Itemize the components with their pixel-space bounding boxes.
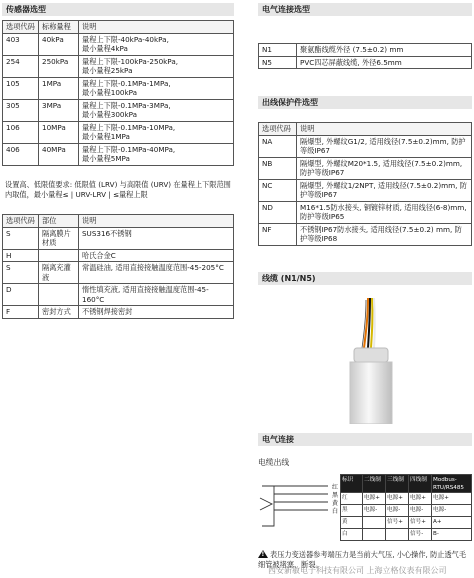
sensor-row — [3, 78, 234, 100]
material-cell: D — [3, 284, 39, 305]
sensor-header-cell: 说明 — [79, 21, 234, 33]
wiring-header-cell: 三线制 — [386, 475, 409, 492]
electrical-row — [259, 44, 472, 57]
material-header-cell: 部位 — [39, 215, 79, 227]
material-cell: 哈氏合金C — [79, 250, 234, 262]
cable-jacket — [350, 362, 392, 424]
electrical-section-title: 电气连接选型 — [258, 3, 472, 16]
wiring-header-cell: 标识 — [341, 475, 363, 492]
wiring-cell: 电源+ — [432, 493, 472, 504]
wiring-row — [341, 517, 472, 529]
material-cell — [39, 284, 79, 305]
wire-label-red: 红 — [332, 484, 339, 491]
material-header-row — [3, 215, 234, 228]
material-header-cell: 选项代码 — [3, 215, 39, 227]
material-cell: 惰性填充液, 适用直接接触温度范围-45-160°C — [79, 284, 234, 305]
sensor-cell: 105 — [3, 78, 39, 99]
sensor-header-cell: 选项代码 — [3, 21, 39, 33]
electrical-cell: N5 — [259, 57, 297, 69]
outlet-row — [259, 180, 472, 202]
outlet-cell: 隔爆型, 外螺纹1/2NPT, 适用线径(7.5±0.2)mm, 防护等级IP67 — [297, 180, 472, 201]
material-cell: H — [3, 250, 39, 262]
outlet-cell: ND — [259, 202, 297, 223]
outlet-header-cell: 说明 — [297, 123, 472, 135]
outlet-cell: NF — [259, 224, 297, 245]
outlet-cell: M16*1.5防水接头, 铜镀锌材质, 适用线径(6-8)mm, 防护等级IP65 — [297, 202, 472, 223]
wiring-cell: 电源+ — [409, 493, 432, 504]
sensor-cell: 403 — [3, 34, 39, 55]
electrical-row — [259, 57, 472, 70]
sensor-row — [3, 34, 234, 56]
outlet-cell: 隔爆型, 外螺纹M20*1.5, 适用线径(7.5±0.2)mm, 防护等级IP67 — [297, 158, 472, 179]
sensor-cell: 1MPa — [39, 78, 79, 99]
wiring-cell: 电源- — [363, 505, 386, 516]
material-cell: 隔离充灌液 — [39, 262, 79, 283]
material-cell: F — [3, 306, 39, 318]
wiring-cell: 白 — [341, 529, 363, 540]
sensor-cell: 40kPa — [39, 34, 79, 55]
material-cell: 不锈钢焊接密封 — [79, 306, 234, 318]
sensor-cell: 250kPa — [39, 56, 79, 77]
outlet-cell: NB — [259, 158, 297, 179]
sensor-section-title: 传感器选型 — [2, 3, 234, 16]
electrical-cell: PVC四芯屏蔽线缆, 外径6.5mm — [297, 57, 472, 69]
material-cell: 密封方式 — [39, 306, 79, 318]
sensor-cell: 40MPa — [39, 144, 79, 165]
wiring-section-title: 电气连接 — [258, 433, 472, 446]
cable-section-title: 线缆 (N1/N5) — [258, 272, 472, 285]
sensor-cell: 10MPa — [39, 122, 79, 143]
outlet-cell: 隔爆型, 外螺纹G1/2, 适用线径(7.5±0.2)mm, 防护等级IP67 — [297, 136, 472, 157]
material-table — [2, 214, 234, 319]
cable-wires — [362, 298, 375, 348]
wiring-cell: 信号- — [409, 529, 432, 540]
sensor-row — [3, 144, 234, 166]
wiring-cell — [386, 529, 409, 540]
sensor-row — [3, 56, 234, 78]
outlet-header-row — [259, 123, 472, 136]
wiring-cell: A+ — [432, 517, 472, 528]
wiring-header-row — [341, 475, 472, 493]
outlet-table — [258, 122, 472, 246]
wiring-cell: B- — [432, 529, 472, 540]
material-row — [3, 284, 234, 306]
material-cell: S — [3, 228, 39, 249]
sensor-table — [2, 20, 234, 166]
wiring-row — [341, 493, 472, 505]
wiring-cell — [363, 517, 386, 528]
sensor-cell: 量程上下限-0.1MPa-40MPa, 最小量程5MPa — [79, 144, 234, 165]
sensor-cell: 量程上下限-0.1MPa-3MPa, 最小量程300kPa — [79, 100, 234, 121]
material-cell: 常温硅油, 适用直接接触温度范围-45-205°C — [79, 262, 234, 283]
wiring-cell: 电源- — [432, 505, 472, 516]
warning-text: 表压力变送器参考端压力是当前大气压, 小心操作, 防止透气毛细管被堵塞、断裂。 — [258, 550, 467, 569]
wiring-cell: 电源+ — [363, 493, 386, 504]
wiring-header-cell: 四线制 — [409, 475, 432, 492]
wiring-cell: 电源- — [409, 505, 432, 516]
wire-diagram — [258, 474, 340, 532]
wiring-cell: 红 — [341, 493, 363, 504]
electrical-table — [258, 43, 472, 69]
wire-label-yellow: 黄 — [332, 500, 339, 507]
sensor-header-cell: 标称量程 — [39, 21, 79, 33]
sensor-cell: 量程上下限-0.1MPa-1MPa, 最小量程100kPa — [79, 78, 234, 99]
sensor-cell: 305 — [3, 100, 39, 121]
wiring-header-cell: Modbus-RTU/RS485 — [432, 475, 472, 492]
cable-sleeve — [354, 348, 388, 362]
sensor-cell: 254 — [3, 56, 39, 77]
wiring-cell — [363, 529, 386, 540]
material-cell — [39, 250, 79, 262]
outlet-header-cell: 选项代码 — [259, 123, 297, 135]
sensor-cell: 量程上下限-40kPa-40kPa, 最小量程4kPa — [79, 34, 234, 55]
material-row — [3, 306, 234, 319]
sensor-cell: 406 — [3, 144, 39, 165]
sensor-cell: 106 — [3, 122, 39, 143]
outlet-cell: NA — [259, 136, 297, 157]
electrical-cell: 聚氨酯线缆外径 (7.5±0.2) mm — [297, 44, 472, 56]
outlet-row — [259, 136, 472, 158]
wire-label-white: 白 — [332, 508, 339, 515]
wiring-cell: 黑 — [341, 505, 363, 516]
sensor-cell: 量程上下限-100kPa-250kPa, 最小量程25kPa — [79, 56, 234, 77]
wiring-header-cell: 二线制 — [363, 475, 386, 492]
cable-illustration — [328, 296, 414, 424]
wiring-subtitle: 电缆出线 — [258, 458, 290, 467]
electrical-cell: N1 — [259, 44, 297, 56]
wiring-cell: 信号+ — [386, 517, 409, 528]
sensor-row — [3, 100, 234, 122]
material-row — [3, 250, 234, 263]
material-row — [3, 228, 234, 250]
sensor-header-row — [3, 21, 234, 34]
outlet-section-title: 出线保护件选型 — [258, 96, 472, 109]
wiring-cell: 信号+ — [409, 517, 432, 528]
wiring-cell: 电源- — [386, 505, 409, 516]
outlet-row — [259, 224, 472, 246]
wiring-row — [341, 529, 472, 541]
material-cell: 隔离膜片材质 — [39, 228, 79, 249]
material-row — [3, 262, 234, 284]
wiring-row — [341, 505, 472, 517]
sensor-cell: 3MPa — [39, 100, 79, 121]
range-setting-note: 设置高、低限值要求: 低限值 (LRV) 与高限值 (URV) 在量程上下限范围内取值，最小量程≤ | URV-LRV | ≤量程上限 — [5, 180, 231, 199]
material-cell: SUS316不锈钢 — [79, 228, 234, 249]
material-cell: S — [3, 262, 39, 283]
warning-icon — [258, 550, 268, 558]
sensor-cell: 量程上下限-0.1MPa-10MPa, 最小量程1MPa — [79, 122, 234, 143]
watermark: 西安新敏电子科技有限公司 上海立格仪表有限公司 — [268, 566, 447, 575]
outlet-row — [259, 202, 472, 224]
wire-label-black: 黑 — [332, 492, 339, 499]
wiring-cell: 电源+ — [386, 493, 409, 504]
wiring-cell: 黄 — [341, 517, 363, 528]
outlet-row — [259, 158, 472, 180]
outlet-cell: 不锈钢IP67防水接头, 适用线径(7.5±0.2) mm, 防护等级IP68 — [297, 224, 472, 245]
wiring-table — [340, 474, 472, 541]
sensor-row — [3, 122, 234, 144]
material-header-cell: 说明 — [79, 215, 234, 227]
outlet-cell: NC — [259, 180, 297, 201]
